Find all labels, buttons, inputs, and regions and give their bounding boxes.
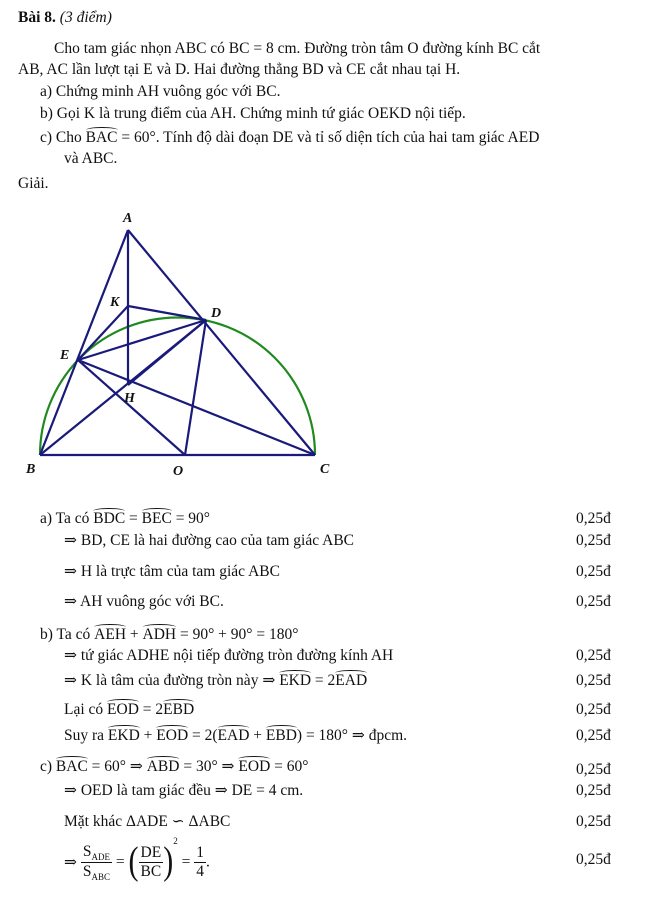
segment-do [185, 320, 206, 455]
segment-eo [78, 360, 185, 455]
sol-c4-eq2: = [181, 853, 195, 871]
angle-adh: ADH [142, 626, 177, 643]
area-ratio-fraction [81, 843, 112, 882]
sol-a-line-2: ⇒ BD, CE là hai đường cao của tam giác ABC [64, 532, 355, 549]
frac-bc: BC [140, 862, 162, 880]
question-c-post: = 60°. Tính độ dài đoạn DE và tỉ số diện tích của hai tam giác AED [117, 129, 540, 146]
label-h: H [124, 391, 135, 406]
score-c4: 0,25đ [576, 851, 611, 868]
score-c2: 0,25đ [576, 782, 611, 799]
angle-bdc: BDC [93, 510, 126, 527]
sol-b-line-5 [64, 727, 407, 745]
score-a1: 0,25đ [576, 510, 611, 527]
geometry-figure [0, 200, 650, 500]
segment-ab [40, 230, 128, 455]
angle-bac-2: BAC [55, 758, 88, 775]
sol-b1-post: = 90° + 90° = 180° [176, 626, 299, 643]
problem-line-2: AB, AC lần lượt tại E và D. Hai đường thẳng BD và CE cắt nhau tại H. [18, 61, 461, 78]
sol-c-line-1 [40, 758, 308, 776]
sol-c1-m2: = 30° ⇒ [179, 758, 239, 775]
score-a2: 0,25đ [576, 532, 611, 549]
angle-aeh: AEH [94, 626, 127, 643]
question-b: b) Gọi K là trung điểm của AH. Chứng minh tứ giác OEKD nội tiếp. [40, 105, 466, 122]
one-quarter-fraction [194, 844, 206, 881]
segment-dh [128, 320, 206, 385]
sol-a-line-3: ⇒ H là trực tâm của tam giác ABC [64, 563, 280, 580]
sol-b5-eq: = 2( [188, 727, 218, 744]
sol-c-line-2: ⇒ OED là tam giác đều ⇒ DE = 4 cm. [64, 782, 304, 799]
area-s-top: S [82, 842, 92, 860]
sol-b5-plus-2: + [249, 727, 266, 744]
sol-b1-mid: + [126, 626, 143, 643]
label-b: B [26, 462, 36, 477]
sol-b4-pre: Lại có [64, 701, 108, 718]
angle-eod-2: EOD [156, 727, 189, 744]
sol-a1-post: = 90° [171, 510, 211, 527]
angle-ekd-2: EKD [107, 727, 140, 744]
sol-a-line-4: ⇒ AH vuông góc với BC. [64, 593, 224, 610]
angle-abd: ABD [146, 758, 180, 775]
score-c1: 0,25đ [576, 761, 611, 778]
angle-eod: EOD [107, 701, 139, 718]
de-bc-fraction [139, 844, 164, 881]
sol-b5-plus: + [139, 727, 157, 744]
sol-b-line-4 [64, 701, 194, 719]
sol-c1-m1: = 60° ⇒ [87, 758, 147, 775]
area-sub-abc: ABC [91, 872, 111, 883]
sol-c-line-4 [64, 836, 210, 882]
angle-eod-3: EOD [238, 758, 271, 775]
square-exponent: 2 [173, 836, 178, 846]
angle-ebd-2: EBD [265, 727, 297, 744]
sol-b5-pre: Suy ra [64, 727, 108, 744]
semicircle-arc [40, 318, 315, 456]
frac-de: DE [139, 844, 164, 863]
score-a4: 0,25đ [576, 593, 611, 610]
sol-b-line-1 [40, 626, 298, 644]
score-c3: 0,25đ [576, 813, 611, 830]
sol-c-line-3: Mặt khác ΔADE ∽ ΔABC [64, 813, 231, 830]
problem-points: (3 điểm) [59, 9, 112, 26]
frac-one: 1 [196, 843, 204, 861]
segment-ac [128, 230, 315, 455]
score-b4: 0,25đ [576, 701, 611, 718]
angle-bec: BEC [141, 510, 172, 527]
sol-c1-post: = 60° [270, 758, 309, 775]
problem-title: Bài 8. [18, 9, 56, 26]
sol-c4-arrow: ⇒ [64, 853, 77, 871]
label-d: D [211, 306, 222, 321]
score-b2: 0,25đ [576, 647, 611, 664]
sol-b5-post: ) = 180° ⇒ đpcm. [296, 727, 408, 744]
area-sub-ade: ADE [91, 851, 110, 862]
label-c: C [320, 462, 330, 477]
problem-line-1: Cho tam giác nhọn ABC có BC = 8 cm. Đường tròn tâm O đường kính BC cắt [54, 40, 541, 57]
sol-a1-mid: = [125, 510, 142, 527]
sol-b3-mid: = 2 [311, 672, 336, 689]
label-k: K [110, 295, 120, 310]
sol-c4-end: . [205, 853, 210, 871]
label-o: O [173, 464, 184, 479]
score-b3: 0,25đ [576, 672, 611, 689]
question-c-line-2: và ABC. [64, 150, 118, 167]
score-b5: 0,25đ [576, 727, 611, 744]
left-paren: ( [128, 840, 139, 884]
sol-b4-mid: = 2 [138, 701, 164, 718]
angle-ekd: EKD [279, 672, 312, 689]
score-a3: 0,25đ [576, 563, 611, 580]
question-c [40, 129, 539, 147]
angle-bac: BAC [85, 129, 118, 146]
problem-header [18, 9, 112, 27]
angle-ead: EAD [335, 672, 368, 689]
sol-b1-pre: b) Ta có [40, 626, 95, 643]
angle-ebd: EBD [163, 701, 195, 718]
sol-c4-eq: = [115, 853, 129, 871]
right-paren: ) [163, 840, 174, 884]
sol-b3-pre: ⇒ K là tâm của đường tròn này ⇒ [64, 672, 280, 689]
label-a: A [123, 211, 133, 226]
angle-ead-2: EAD [217, 727, 250, 744]
question-c-pre: c) Cho [40, 129, 86, 146]
sol-b-line-3 [64, 672, 367, 690]
frac-four: 4 [196, 862, 204, 880]
area-s-bottom: S [82, 862, 92, 880]
sol-a-line-1 [40, 510, 210, 528]
sol-c1-pre: c) [40, 758, 56, 775]
sol-b-line-2: ⇒ tứ giác ADHE nội tiếp đường tròn đường kính AH [64, 647, 394, 664]
sol-a1-pre: a) Ta có [40, 510, 94, 527]
question-a: a) Chứng minh AH vuông góc với BC. [40, 83, 281, 100]
solution-label: Giải. [18, 175, 49, 192]
label-e: E [60, 348, 70, 363]
